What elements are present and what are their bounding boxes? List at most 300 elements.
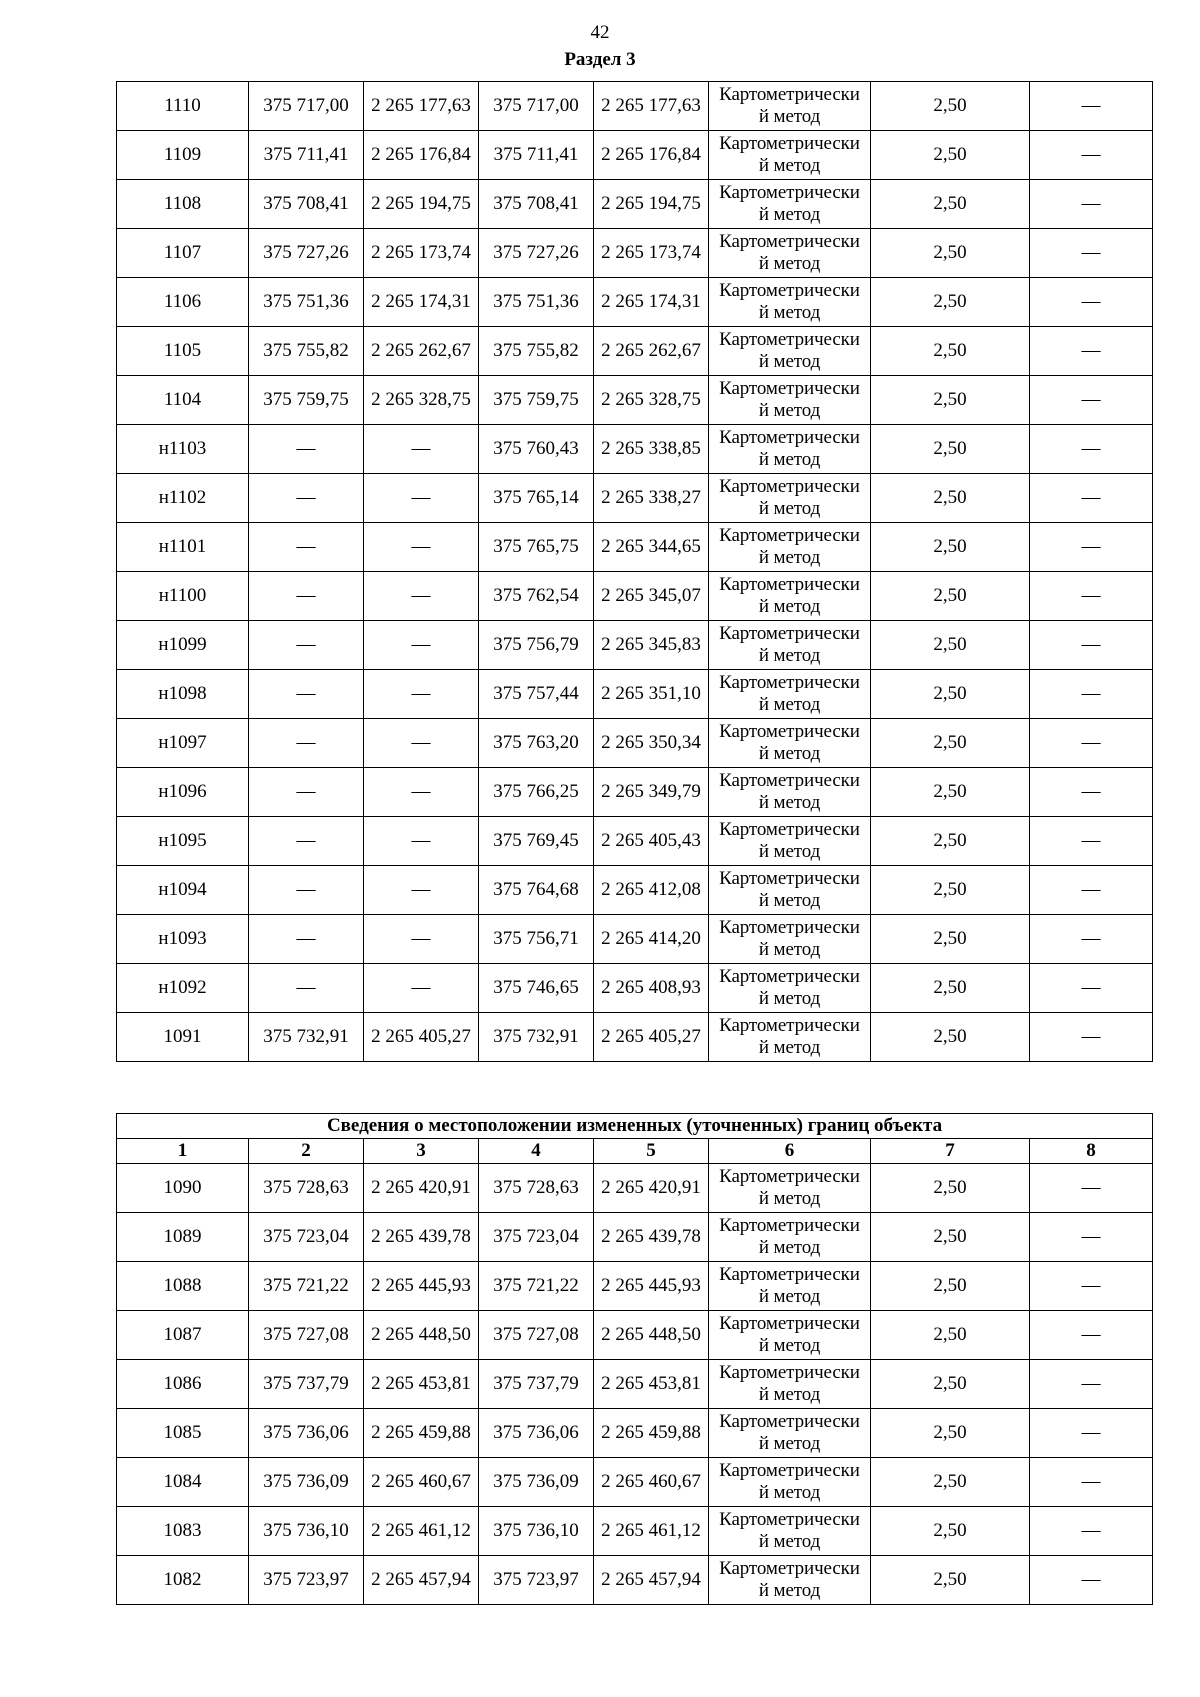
table-row (117, 425, 1153, 474)
description-cell: — (1030, 719, 1153, 768)
method-text-line2: й метод (758, 596, 821, 617)
method-text-line1: Картометрически (719, 672, 860, 693)
point-id-cell: 1090 (117, 1164, 249, 1213)
table-row (117, 1311, 1153, 1360)
method-cell (709, 82, 871, 131)
point-id-cell: 1109 (117, 131, 249, 180)
accuracy-cell: 2,50 (871, 229, 1030, 278)
method-text-line1: Картометрически (719, 819, 860, 840)
old-x-cell: 375 721,22 (249, 1262, 364, 1311)
method-text-line1: Картометрически (719, 1411, 860, 1432)
method-text-line1: Картометрически (719, 476, 860, 497)
table-caption: Сведения о местоположении измененных (уточненных) границ объекта (117, 1114, 1153, 1139)
method-text-line2: й метод (758, 1037, 821, 1058)
old-x-cell: — (249, 425, 364, 474)
point-id-cell: 1091 (117, 1013, 249, 1062)
method-cell (709, 964, 871, 1013)
point-id-cell: 1086 (117, 1360, 249, 1409)
method-text-line1: Картометрически (719, 966, 860, 987)
old-y-cell: — (364, 915, 479, 964)
old-x-cell: — (249, 572, 364, 621)
old-x-cell: 375 755,82 (249, 327, 364, 376)
table-row (117, 1458, 1153, 1507)
new-y-cell: 2 265 350,34 (594, 719, 709, 768)
table-row (117, 229, 1153, 278)
method-text-line1: Картометрически (719, 770, 860, 791)
description-cell: — (1030, 572, 1153, 621)
table-row (117, 670, 1153, 719)
accuracy-cell: 2,50 (871, 1311, 1030, 1360)
method-text-line1: Картометрически (719, 1215, 860, 1236)
new-y-cell: 2 265 345,83 (594, 621, 709, 670)
description-cell: — (1030, 768, 1153, 817)
accuracy-cell: 2,50 (871, 278, 1030, 327)
old-x-cell: 375 736,09 (249, 1458, 364, 1507)
method-cell (709, 131, 871, 180)
new-x-cell: 375 732,91 (479, 1013, 594, 1062)
new-y-cell: 2 265 351,10 (594, 670, 709, 719)
old-y-cell: 2 265 457,94 (364, 1556, 479, 1605)
boundary-points-table (116, 81, 1153, 1062)
old-x-cell: 375 723,04 (249, 1213, 364, 1262)
accuracy-cell: 2,50 (871, 964, 1030, 1013)
method-text-line2: й метод (758, 1286, 821, 1307)
point-id-cell: н1102 (117, 474, 249, 523)
accuracy-cell: 2,50 (871, 523, 1030, 572)
method-text-line1: Картометрически (719, 84, 860, 105)
description-cell: — (1030, 817, 1153, 866)
table-row (117, 1556, 1153, 1605)
method-text-line2: й метод (758, 890, 821, 911)
description-cell: — (1030, 1409, 1153, 1458)
old-y-cell: — (364, 523, 479, 572)
point-id-cell: н1100 (117, 572, 249, 621)
old-x-cell: — (249, 866, 364, 915)
method-cell (709, 376, 871, 425)
table-row (117, 278, 1153, 327)
new-x-cell: 375 737,79 (479, 1360, 594, 1409)
method-text-line1: Картометрически (719, 231, 860, 252)
new-x-cell: 375 736,06 (479, 1409, 594, 1458)
accuracy-cell: 2,50 (871, 1360, 1030, 1409)
new-y-cell: 2 265 345,07 (594, 572, 709, 621)
new-y-cell: 2 265 174,31 (594, 278, 709, 327)
method-text-line2: й метод (758, 253, 821, 274)
method-cell (709, 1013, 871, 1062)
old-y-cell: 2 265 262,67 (364, 327, 479, 376)
new-y-cell: 2 265 338,27 (594, 474, 709, 523)
method-cell (709, 1262, 871, 1311)
old-y-cell: 2 265 448,50 (364, 1311, 479, 1360)
method-cell (709, 474, 871, 523)
table-row (117, 1409, 1153, 1458)
old-y-cell: 2 265 461,12 (364, 1507, 479, 1556)
old-y-cell: — (364, 474, 479, 523)
method-text-line2: й метод (758, 841, 821, 862)
table-row (117, 1164, 1153, 1213)
description-cell: — (1030, 1458, 1153, 1507)
accuracy-cell: 2,50 (871, 866, 1030, 915)
old-x-cell: — (249, 474, 364, 523)
new-x-cell: 375 751,36 (479, 278, 594, 327)
point-id-cell: 1105 (117, 327, 249, 376)
table-row (117, 474, 1153, 523)
point-id-cell: н1099 (117, 621, 249, 670)
accuracy-cell: 2,50 (871, 1409, 1030, 1458)
description-cell: — (1030, 180, 1153, 229)
new-y-cell: 2 265 461,12 (594, 1507, 709, 1556)
method-cell (709, 768, 871, 817)
accuracy-cell: 2,50 (871, 1556, 1030, 1605)
method-text-line2: й метод (758, 547, 821, 568)
old-y-cell: — (364, 768, 479, 817)
accuracy-cell: 2,50 (871, 1164, 1030, 1213)
new-x-cell: 375 769,45 (479, 817, 594, 866)
method-text-line2: й метод (758, 400, 821, 421)
table-row (117, 180, 1153, 229)
description-cell: — (1030, 1507, 1153, 1556)
new-x-cell: 375 755,82 (479, 327, 594, 376)
method-text-line2: й метод (758, 351, 821, 372)
method-cell (709, 817, 871, 866)
old-y-cell: 2 265 173,74 (364, 229, 479, 278)
old-y-cell: — (364, 866, 479, 915)
accuracy-cell: 2,50 (871, 1507, 1030, 1556)
new-x-cell: 375 756,71 (479, 915, 594, 964)
accuracy-cell: 2,50 (871, 670, 1030, 719)
point-id-cell: н1094 (117, 866, 249, 915)
old-y-cell: 2 265 460,67 (364, 1458, 479, 1507)
old-x-cell: 375 723,97 (249, 1556, 364, 1605)
method-cell (709, 1556, 871, 1605)
accuracy-cell: 2,50 (871, 474, 1030, 523)
new-y-cell: 2 265 448,50 (594, 1311, 709, 1360)
method-text-line1: Картометрически (719, 378, 860, 399)
new-y-cell: 2 265 460,67 (594, 1458, 709, 1507)
table-row (117, 768, 1153, 817)
table-row (117, 817, 1153, 866)
table-row (117, 964, 1153, 1013)
old-x-cell: 375 727,08 (249, 1311, 364, 1360)
method-text-line2: й метод (758, 204, 821, 225)
old-y-cell: — (364, 964, 479, 1013)
old-x-cell: 375 727,26 (249, 229, 364, 278)
table-row (117, 1360, 1153, 1409)
accuracy-cell: 2,50 (871, 82, 1030, 131)
new-x-cell: 375 746,65 (479, 964, 594, 1013)
method-text-line2: й метод (758, 1482, 821, 1503)
column-header: 5 (594, 1139, 709, 1164)
new-y-cell: 2 265 262,67 (594, 327, 709, 376)
new-x-cell: 375 765,75 (479, 523, 594, 572)
new-y-cell: 2 265 420,91 (594, 1164, 709, 1213)
old-y-cell: 2 265 405,27 (364, 1013, 479, 1062)
method-cell (709, 1458, 871, 1507)
accuracy-cell: 2,50 (871, 1262, 1030, 1311)
method-text-line2: й метод (758, 645, 821, 666)
new-x-cell: 375 717,00 (479, 82, 594, 131)
old-x-cell: 375 736,10 (249, 1507, 364, 1556)
old-y-cell: — (364, 621, 479, 670)
description-cell: — (1030, 670, 1153, 719)
description-cell: — (1030, 1213, 1153, 1262)
new-x-cell: 375 757,44 (479, 670, 594, 719)
new-x-cell: 375 759,75 (479, 376, 594, 425)
accuracy-cell: 2,50 (871, 768, 1030, 817)
method-cell (709, 719, 871, 768)
column-header: 8 (1030, 1139, 1153, 1164)
method-text-line1: Картометрически (719, 868, 860, 889)
new-x-cell: 375 765,14 (479, 474, 594, 523)
point-id-cell: 1084 (117, 1458, 249, 1507)
old-y-cell: 2 265 459,88 (364, 1409, 479, 1458)
old-x-cell: 375 732,91 (249, 1013, 364, 1062)
old-x-cell: — (249, 621, 364, 670)
method-text-line1: Картометрически (719, 1166, 860, 1187)
old-y-cell: — (364, 719, 479, 768)
method-text-line2: й метод (758, 106, 821, 127)
new-x-cell: 375 723,04 (479, 1213, 594, 1262)
method-text-line2: й метод (758, 1335, 821, 1356)
point-id-cell: н1096 (117, 768, 249, 817)
new-y-cell: 2 265 414,20 (594, 915, 709, 964)
new-x-cell: 375 736,09 (479, 1458, 594, 1507)
old-y-cell: 2 265 420,91 (364, 1164, 479, 1213)
old-x-cell: 375 736,06 (249, 1409, 364, 1458)
method-text-line1: Картометрически (719, 623, 860, 644)
method-text-line1: Картометрически (719, 1015, 860, 1036)
method-cell (709, 229, 871, 278)
table-row (117, 523, 1153, 572)
new-x-cell: 375 727,08 (479, 1311, 594, 1360)
description-cell: — (1030, 131, 1153, 180)
method-text-line2: й метод (758, 302, 821, 323)
old-y-cell: 2 265 174,31 (364, 278, 479, 327)
accuracy-cell: 2,50 (871, 817, 1030, 866)
method-text-line2: й метод (758, 498, 821, 519)
table-row (117, 621, 1153, 670)
accuracy-cell: 2,50 (871, 719, 1030, 768)
description-cell: — (1030, 1164, 1153, 1213)
old-x-cell: — (249, 964, 364, 1013)
accuracy-cell: 2,50 (871, 376, 1030, 425)
old-x-cell: 375 717,00 (249, 82, 364, 131)
method-cell (709, 1507, 871, 1556)
method-text-line1: Картометрически (719, 574, 860, 595)
method-text-line2: й метод (758, 1237, 821, 1258)
method-text-line1: Картометрически (719, 1362, 860, 1383)
method-text-line1: Картометрически (719, 721, 860, 742)
point-id-cell: н1101 (117, 523, 249, 572)
new-x-cell: 375 708,41 (479, 180, 594, 229)
accuracy-cell: 2,50 (871, 1458, 1030, 1507)
method-cell (709, 572, 871, 621)
description-cell: — (1030, 866, 1153, 915)
old-y-cell: — (364, 425, 479, 474)
table-row (117, 82, 1153, 131)
old-y-cell: 2 265 445,93 (364, 1262, 479, 1311)
old-x-cell: 375 708,41 (249, 180, 364, 229)
accuracy-cell: 2,50 (871, 131, 1030, 180)
method-text-line1: Картометрически (719, 525, 860, 546)
old-y-cell: 2 265 439,78 (364, 1213, 479, 1262)
table-row (117, 866, 1153, 915)
new-x-cell: 375 762,54 (479, 572, 594, 621)
description-cell: — (1030, 1262, 1153, 1311)
method-cell (709, 866, 871, 915)
method-cell (709, 327, 871, 376)
accuracy-cell: 2,50 (871, 327, 1030, 376)
method-text-line1: Картометрически (719, 1313, 860, 1334)
old-x-cell: — (249, 523, 364, 572)
old-x-cell: — (249, 768, 364, 817)
method-text-line1: Картометрически (719, 1264, 860, 1285)
method-text-line1: Картометрически (719, 917, 860, 938)
method-cell (709, 621, 871, 670)
column-header: 1 (117, 1139, 249, 1164)
method-text-line1: Картометрически (719, 329, 860, 350)
section-title: Раздел 3 (564, 49, 636, 70)
new-x-cell: 375 723,97 (479, 1556, 594, 1605)
point-id-cell: 1087 (117, 1311, 249, 1360)
point-id-cell: 1108 (117, 180, 249, 229)
column-header: 3 (364, 1139, 479, 1164)
old-y-cell: — (364, 572, 479, 621)
point-id-cell: 1104 (117, 376, 249, 425)
accuracy-cell: 2,50 (871, 425, 1030, 474)
table-row (117, 1262, 1153, 1311)
old-x-cell: 375 751,36 (249, 278, 364, 327)
old-y-cell: 2 265 453,81 (364, 1360, 479, 1409)
new-y-cell: 2 265 457,94 (594, 1556, 709, 1605)
old-y-cell: 2 265 328,75 (364, 376, 479, 425)
new-y-cell: 2 265 453,81 (594, 1360, 709, 1409)
table-row (117, 572, 1153, 621)
old-y-cell: 2 265 177,63 (364, 82, 479, 131)
point-id-cell: н1098 (117, 670, 249, 719)
new-x-cell: 375 721,22 (479, 1262, 594, 1311)
accuracy-cell: 2,50 (871, 1013, 1030, 1062)
method-text-line1: Картометрически (719, 1558, 860, 1579)
new-x-cell: 375 711,41 (479, 131, 594, 180)
old-y-cell: — (364, 670, 479, 719)
description-cell: — (1030, 964, 1153, 1013)
method-text-line2: й метод (758, 1531, 821, 1552)
method-text-line2: й метод (758, 694, 821, 715)
method-text-line2: й метод (758, 1580, 821, 1601)
column-header: 2 (249, 1139, 364, 1164)
method-cell (709, 1311, 871, 1360)
method-text-line2: й метод (758, 743, 821, 764)
new-y-cell: 2 265 439,78 (594, 1213, 709, 1262)
old-x-cell: 375 711,41 (249, 131, 364, 180)
method-text-line1: Картометрически (719, 133, 860, 154)
method-cell (709, 523, 871, 572)
changed-boundaries-table (116, 1113, 1153, 1605)
method-text-line2: й метод (758, 1384, 821, 1405)
new-y-cell: 2 265 412,08 (594, 866, 709, 915)
description-cell: — (1030, 229, 1153, 278)
old-y-cell: 2 265 194,75 (364, 180, 479, 229)
new-y-cell: 2 265 177,63 (594, 82, 709, 131)
method-text-line1: Картометрически (719, 182, 860, 203)
method-text-line2: й метод (758, 449, 821, 470)
new-x-cell: 375 766,25 (479, 768, 594, 817)
method-cell (709, 670, 871, 719)
description-cell: — (1030, 376, 1153, 425)
new-y-cell: 2 265 349,79 (594, 768, 709, 817)
table-row (117, 1507, 1153, 1556)
new-y-cell: 2 265 408,93 (594, 964, 709, 1013)
point-id-cell: 1107 (117, 229, 249, 278)
old-x-cell: — (249, 719, 364, 768)
new-y-cell: 2 265 405,43 (594, 817, 709, 866)
point-id-cell: 1083 (117, 1507, 249, 1556)
new-y-cell: 2 265 173,74 (594, 229, 709, 278)
column-header: 6 (709, 1139, 871, 1164)
method-text-line2: й метод (758, 792, 821, 813)
new-x-cell: 375 756,79 (479, 621, 594, 670)
new-x-cell: 375 763,20 (479, 719, 594, 768)
new-y-cell: 2 265 338,85 (594, 425, 709, 474)
method-cell (709, 180, 871, 229)
method-text-line1: Картометрически (719, 1509, 860, 1530)
accuracy-cell: 2,50 (871, 621, 1030, 670)
description-cell: — (1030, 1556, 1153, 1605)
description-cell: — (1030, 327, 1153, 376)
point-id-cell: н1093 (117, 915, 249, 964)
method-cell (709, 1213, 871, 1262)
old-x-cell: 375 759,75 (249, 376, 364, 425)
method-text-line1: Картометрически (719, 427, 860, 448)
method-cell (709, 1164, 871, 1213)
description-cell: — (1030, 82, 1153, 131)
old-x-cell: 375 737,79 (249, 1360, 364, 1409)
description-cell: — (1030, 425, 1153, 474)
description-cell: — (1030, 1360, 1153, 1409)
new-y-cell: 2 265 405,27 (594, 1013, 709, 1062)
new-x-cell: 375 727,26 (479, 229, 594, 278)
point-id-cell: н1103 (117, 425, 249, 474)
description-cell: — (1030, 278, 1153, 327)
method-cell (709, 1409, 871, 1458)
description-cell: — (1030, 915, 1153, 964)
accuracy-cell: 2,50 (871, 1213, 1030, 1262)
description-cell: — (1030, 1311, 1153, 1360)
new-y-cell: 2 265 344,65 (594, 523, 709, 572)
method-cell (709, 278, 871, 327)
page-number: 42 (590, 22, 610, 43)
method-cell (709, 425, 871, 474)
old-x-cell: — (249, 915, 364, 964)
new-y-cell: 2 265 445,93 (594, 1262, 709, 1311)
old-y-cell: — (364, 817, 479, 866)
accuracy-cell: 2,50 (871, 915, 1030, 964)
point-id-cell: н1097 (117, 719, 249, 768)
old-x-cell: — (249, 817, 364, 866)
point-id-cell: 1085 (117, 1409, 249, 1458)
new-y-cell: 2 265 176,84 (594, 131, 709, 180)
point-id-cell: 1088 (117, 1262, 249, 1311)
old-x-cell: — (249, 670, 364, 719)
new-y-cell: 2 265 328,75 (594, 376, 709, 425)
method-text-line1: Картометрически (719, 1460, 860, 1481)
new-x-cell: 375 760,43 (479, 425, 594, 474)
description-cell: — (1030, 474, 1153, 523)
method-text-line2: й метод (758, 1433, 821, 1454)
new-y-cell: 2 265 459,88 (594, 1409, 709, 1458)
table-row (117, 1213, 1153, 1262)
